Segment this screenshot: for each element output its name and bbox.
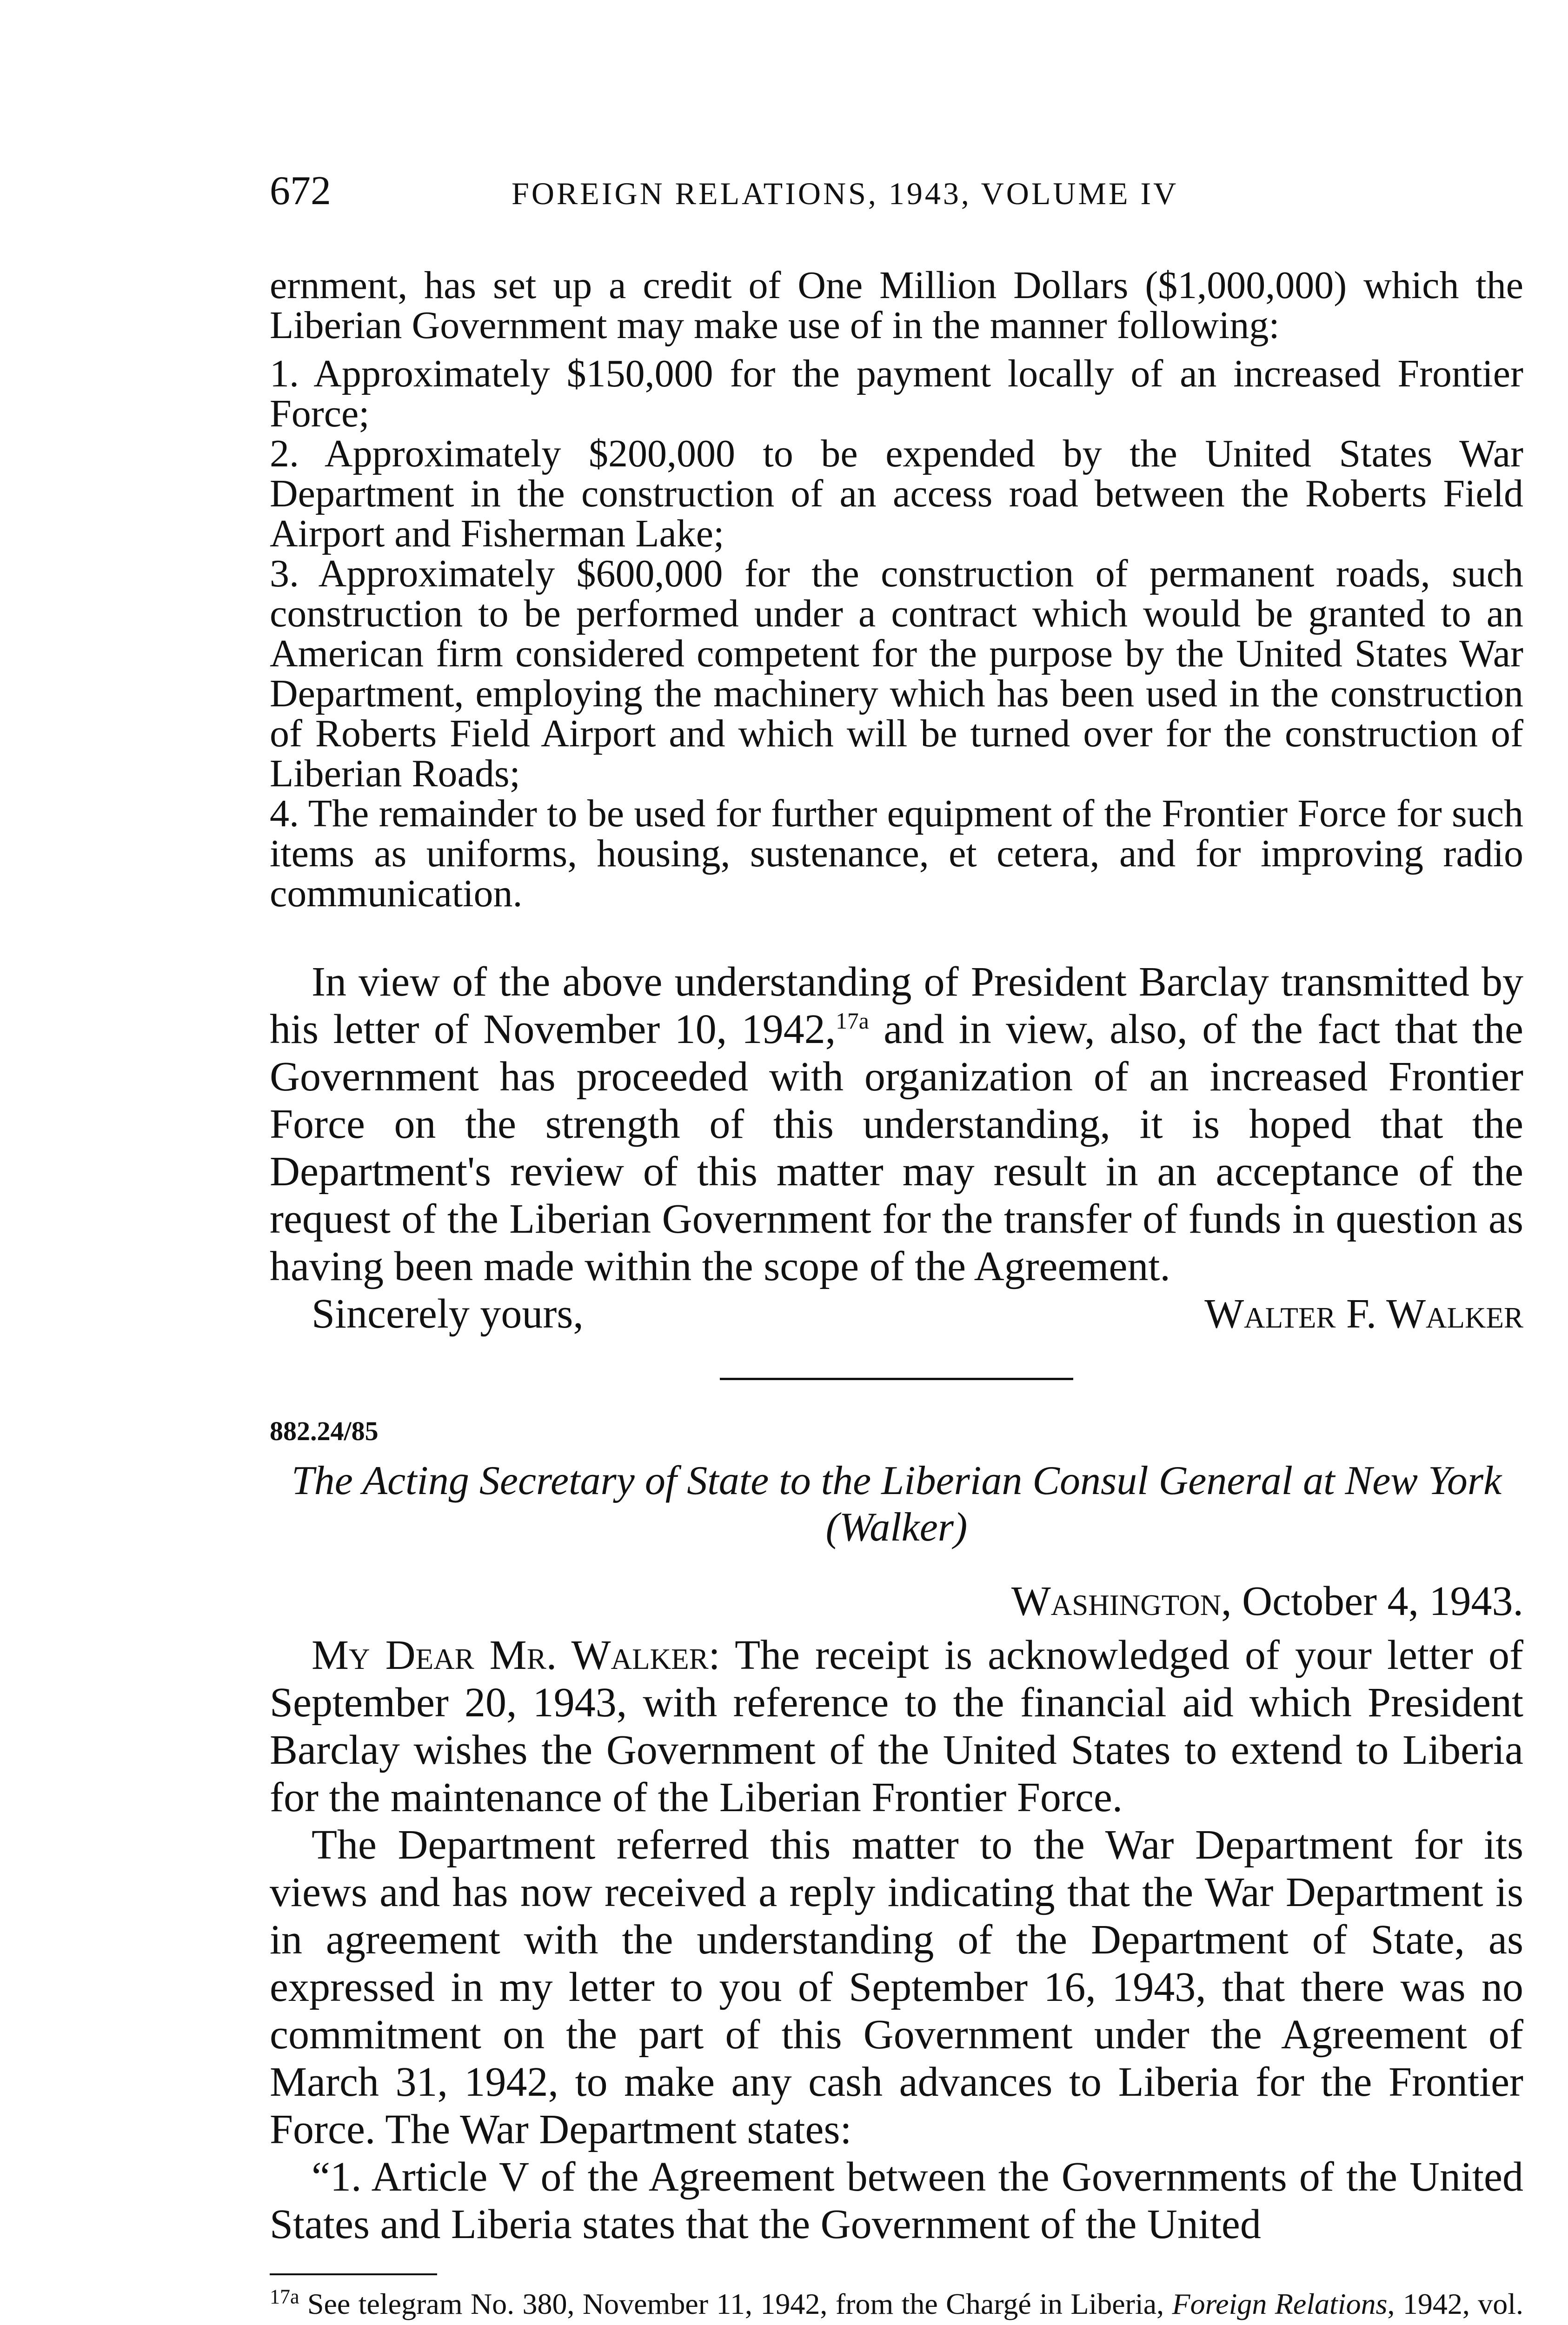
letter-1-closing-line — [270, 1290, 1523, 1338]
letter-2-paragraph-2: The Department referred this matter to the War Department for its views and has now received a reply indicating that the War Department is in agreement with the understanding of the Department of State, as expressed in my letter to you of September 16, 1943, that there was no commitment on the part of this Government under the Agreement of March 31, 1942, to make any cash advances to Liberia for the Frontier Force. The War Department states: — [270, 1822, 1523, 2152]
letter-1-body — [270, 958, 1523, 1290]
quoted-item: 1. Approximately $150,000 for the payment locally of an increased Frontier Force; — [270, 352, 1523, 435]
quoted-block — [270, 266, 1523, 914]
section-divider — [720, 1378, 1073, 1380]
complimentary-close: Sincerely yours, — [312, 1291, 584, 1337]
quoted-item: 4. The remainder to be used for further equipment of the Frontier Force for such items as uniforms, housing, sustenance, et cetera, and for improving radio communication. — [270, 792, 1523, 915]
dateline — [270, 1578, 1523, 1625]
letter-2-paragraph-1 — [270, 1632, 1523, 1821]
salutation: My Dear Mr. Walker — [312, 1632, 709, 1678]
footnote-citation: , 1942, vol. — [1387, 2287, 1524, 2320]
letter-1-text-after-marker: and in view, also, of the fact that the Government has proceeded with organization of an increased Frontier Force on the strength of this understanding, it is hoped that the Department's review of this matter may result in an acceptance of the request of the Liberian Government for the transfer of funds in question as having been made within the scope of the Agreement. — [270, 1006, 1523, 1289]
footnote — [270, 2285, 1523, 2325]
letter-1-text-before-marker: In view of the above understanding of President Barclay transmitted by his letter of November 10, 1942, — [270, 959, 1523, 1052]
footnote-marker: 17a — [270, 2285, 299, 2308]
footnote-source-title: Foreign Relations — [1172, 2287, 1388, 2320]
dateline-place: Washington — [1011, 1578, 1222, 1624]
quoted-item: 3. Approximately $600,000 for the construction of permanent roads, such construction to be performed under a contract which would be granted to an American firm considered competent for the purpose by the United States War Department, employing the machinery which has been used in the construction of Roberts Field Airport and which will be turned over for the construction of Liberian Roads; — [270, 552, 1523, 795]
letter-1-paragraph — [270, 958, 1523, 1290]
footnote-divider — [270, 2273, 437, 2275]
letter-2-paragraph-3: “1. Article V of the Agreement between the Governments of the United States and Liberia states that the Government of the United — [270, 2154, 1523, 2247]
running-head: FOREIGN RELATIONS, 1943, VOLUME IV — [512, 176, 1179, 211]
file-number: 882.24/85 — [270, 1416, 379, 1446]
page-number: 672 — [270, 168, 331, 213]
paragraph-1-text: : The receipt is acknowledged of your letter of September 20, 1943, with reference to the financial aid which President Barclay wishes the Government of the United States to extend to Liberia for the maintenance of the Liberian Frontier Force. — [270, 1632, 1523, 1820]
footnote-text: See telegram No. 380, November 11, 1942, from the Chargé in Liberia, — [299, 2287, 1172, 2320]
signature: Walter F. Walker — [1204, 1291, 1523, 1337]
document-title: The Acting Secretary of State to the Liberian Consul General at New York (Walker) — [291, 1458, 1502, 1550]
footnote-reference: 17a — [836, 1008, 869, 1034]
dateline-date: , October 4, 1943. — [1221, 1578, 1523, 1624]
letter-2-body — [270, 1632, 1523, 2248]
quoted-item: 2. Approximately $200,000 to be expended by the United States War Department in the construction of an access road between the Roberts Field Airport and Fisherman Lake; — [270, 432, 1523, 555]
page-header — [270, 167, 1523, 214]
quoted-intro: ernment, has set up a credit of One Million Dollars ($1,000,000) which the Liberian Government may make use of in the manner following: — [270, 264, 1523, 347]
